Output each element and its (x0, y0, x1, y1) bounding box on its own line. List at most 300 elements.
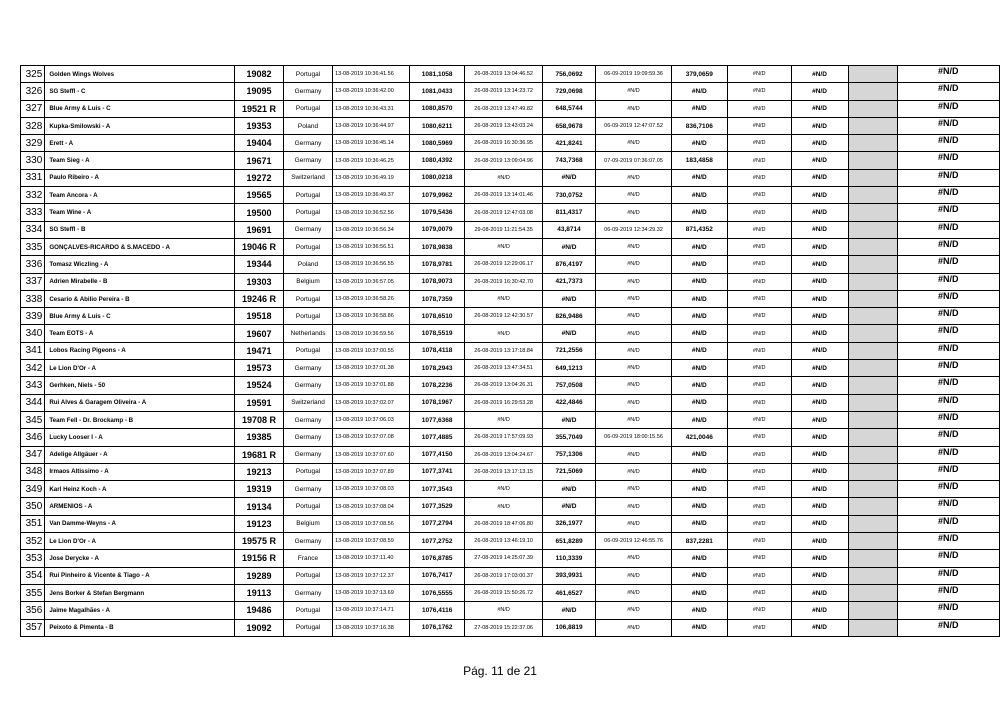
cell-speed-2: 110,3339 (542, 550, 595, 567)
cell-speed-3: #N/D (671, 256, 727, 273)
cell-ring-number: 19518 (235, 308, 284, 325)
cell-speed-2: 326,1977 (542, 515, 595, 532)
cell-speed-1: 1078,6510 (409, 308, 465, 325)
cell-speed-2: 648,5744 (542, 100, 595, 117)
table-row (21, 394, 1000, 411)
cell-country: Germany (283, 360, 332, 377)
cell-basket-time: 13-08-2019 10:36:49.19 (333, 169, 410, 186)
table-row (21, 169, 1000, 186)
cell-total: #N/D (897, 446, 999, 463)
cell-arrival-value-4: #N/D (727, 411, 791, 428)
cell-speed-3: #N/D (671, 238, 727, 255)
cell-country: Germany (283, 152, 332, 169)
table-row (21, 204, 1000, 221)
cell-speed-4: #N/D (791, 221, 848, 238)
cell-speed-1: 1077,3529 (409, 498, 465, 515)
cell-country: Portugal (283, 100, 332, 117)
table-row (21, 256, 1000, 273)
cell-total: #N/D (897, 377, 999, 394)
cell-arrival-time-3: #N/D (596, 481, 672, 498)
cell-arrival-time-2: #N/D (465, 325, 542, 342)
cell-position: 332 (21, 187, 45, 204)
cell-team-name: SG Steffl - B (45, 221, 235, 238)
cell-country: Germany (283, 83, 332, 100)
cell-ring-number: 19134 (235, 498, 284, 515)
cell-arrival-time-2: 26-08-2019 13:04:26.31 (465, 377, 542, 394)
cell-arrival-time-3: #N/D (596, 567, 672, 584)
cell-total: #N/D (897, 273, 999, 290)
cell-team-name: Jaime Magalhães - A (45, 602, 235, 619)
cell-total: #N/D (897, 221, 999, 238)
cell-speed-4: #N/D (791, 342, 848, 359)
cell-arrival-value-4: #N/D (727, 325, 791, 342)
table-row (21, 377, 1000, 394)
cell-shaded-cell (848, 446, 897, 463)
cell-speed-4: #N/D (791, 463, 848, 480)
cell-speed-4: #N/D (791, 83, 848, 100)
cell-speed-2: 421,8241 (542, 135, 595, 152)
cell-speed-3: #N/D (671, 169, 727, 186)
cell-arrival-value-4: #N/D (727, 83, 791, 100)
cell-team-name: Team Sieg - A (45, 152, 235, 169)
cell-speed-2: 729,0698 (542, 83, 595, 100)
cell-speed-1: 1077,2752 (409, 533, 465, 550)
cell-speed-2: 461,6527 (542, 584, 595, 601)
cell-speed-4: #N/D (791, 584, 848, 601)
cell-team-name: ARMENIOS - A (45, 498, 235, 515)
cell-shaded-cell (848, 290, 897, 307)
cell-ring-number: 19095 (235, 83, 284, 100)
cell-speed-4: #N/D (791, 290, 848, 307)
table-row (21, 187, 1000, 204)
table-row (21, 498, 1000, 515)
cell-basket-time: 13-08-2019 10:37:07.89 (333, 463, 410, 480)
cell-speed-3: #N/D (671, 273, 727, 290)
cell-speed-4: #N/D (791, 498, 848, 515)
cell-speed-4: #N/D (791, 550, 848, 567)
cell-position: 346 (21, 429, 45, 446)
cell-basket-time: 13-08-2019 10:37:07.08 (333, 429, 410, 446)
cell-country: Germany (283, 221, 332, 238)
cell-team-name: Gerhken, Niels - 50 (45, 377, 235, 394)
cell-arrival-time-3: #N/D (596, 515, 672, 532)
cell-speed-4: #N/D (791, 619, 848, 636)
cell-country: Netherlands (283, 325, 332, 342)
cell-team-name: Lobos Racing Pigeons - A (45, 342, 235, 359)
cell-speed-2: 721,5069 (542, 463, 595, 480)
cell-total: #N/D (897, 550, 999, 567)
cell-basket-time: 13-08-2019 10:36:46.25 (333, 152, 410, 169)
cell-total: #N/D (897, 238, 999, 255)
cell-total: #N/D (897, 256, 999, 273)
cell-arrival-value-4: #N/D (727, 290, 791, 307)
cell-team-name: Team Ancora - A (45, 187, 235, 204)
cell-team-name: Jens Borker & Stefan Bergmann (45, 584, 235, 601)
cell-speed-4: #N/D (791, 481, 848, 498)
cell-team-name: Team Fell - Dr. Brockamp - B (45, 411, 235, 428)
cell-basket-time: 13-08-2019 10:36:41.56 (333, 66, 410, 83)
cell-arrival-time-2: 26-08-2019 17:03:00.37 (465, 567, 542, 584)
cell-team-name: Lucky Looser I - A (45, 429, 235, 446)
cell-shaded-cell (848, 394, 897, 411)
cell-speed-2: 757,1306 (542, 446, 595, 463)
cell-speed-2: 421,7373 (542, 273, 595, 290)
cell-speed-2: 43,8714 (542, 221, 595, 238)
cell-speed-3: #N/D (671, 411, 727, 428)
cell-arrival-time-3: #N/D (596, 602, 672, 619)
cell-arrival-time-3: #N/D (596, 394, 672, 411)
cell-speed-4: #N/D (791, 533, 848, 550)
cell-speed-4: #N/D (791, 360, 848, 377)
cell-arrival-time-3: 06-09-2019 12:46:55.76 (596, 533, 672, 550)
cell-shaded-cell (848, 567, 897, 584)
cell-arrival-time-2: 26-08-2019 13:14:23.72 (465, 83, 542, 100)
cell-arrival-time-2: 26-08-2019 16:30:42.70 (465, 273, 542, 290)
cell-shaded-cell (848, 100, 897, 117)
cell-ring-number: 19575 R (235, 533, 284, 550)
cell-country: Portugal (283, 498, 332, 515)
cell-ring-number: 19123 (235, 515, 284, 532)
table-row (21, 429, 1000, 446)
cell-ring-number: 19385 (235, 429, 284, 446)
cell-shaded-cell (848, 187, 897, 204)
cell-speed-4: #N/D (791, 567, 848, 584)
cell-arrival-value-4: #N/D (727, 463, 791, 480)
cell-arrival-time-2: 26-08-2019 16:29:53.28 (465, 394, 542, 411)
cell-arrival-time-3: #N/D (596, 446, 672, 463)
cell-ring-number: 19500 (235, 204, 284, 221)
cell-ring-number: 19486 (235, 602, 284, 619)
cell-team-name: Karl Heinz Koch - A (45, 481, 235, 498)
cell-speed-2: 393,9931 (542, 567, 595, 584)
cell-position: 336 (21, 256, 45, 273)
cell-shaded-cell (848, 273, 897, 290)
cell-arrival-time-2: 26-08-2019 13:04:46.52 (465, 66, 542, 83)
cell-arrival-value-4: #N/D (727, 360, 791, 377)
cell-arrival-value-4: #N/D (727, 135, 791, 152)
cell-shaded-cell (848, 83, 897, 100)
cell-arrival-time-2: 27-08-2019 14:25:07.39 (465, 550, 542, 567)
cell-speed-1: 1078,5519 (409, 325, 465, 342)
cell-country: Belgium (283, 515, 332, 532)
cell-basket-time: 13-08-2019 10:37:14.71 (333, 602, 410, 619)
cell-speed-2: #N/D (542, 169, 595, 186)
cell-speed-2: 651,8289 (542, 533, 595, 550)
cell-arrival-time-2: 26-08-2019 13:43:03.24 (465, 117, 542, 134)
cell-speed-3: #N/D (671, 83, 727, 100)
cell-speed-1: 1077,6368 (409, 411, 465, 428)
cell-country: Germany (283, 135, 332, 152)
cell-arrival-time-3: 06-09-2019 12:47:07.52 (596, 117, 672, 134)
cell-ring-number: 19521 R (235, 100, 284, 117)
cell-arrival-time-3: #N/D (596, 463, 672, 480)
cell-basket-time: 13-08-2019 10:36:58.86 (333, 308, 410, 325)
cell-team-name: Le Lion D'Or - A (45, 533, 235, 550)
cell-arrival-value-4: #N/D (727, 187, 791, 204)
cell-arrival-value-4: #N/D (727, 273, 791, 290)
cell-speed-3: #N/D (671, 567, 727, 584)
cell-team-name: Tomasz Wiczling - A (45, 256, 235, 273)
cell-ring-number: 19565 (235, 187, 284, 204)
cell-arrival-time-2: 26-08-2019 12:42:30.57 (465, 308, 542, 325)
cell-position: 334 (21, 221, 45, 238)
table-row (21, 152, 1000, 169)
cell-position: 335 (21, 238, 45, 255)
cell-arrival-time-2: 26-08-2019 17:57:09.93 (465, 429, 542, 446)
table-row (21, 533, 1000, 550)
cell-basket-time: 13-08-2019 10:36:49.37 (333, 187, 410, 204)
cell-arrival-time-3: #N/D (596, 169, 672, 186)
cell-ring-number: 19404 (235, 135, 284, 152)
cell-shaded-cell (848, 152, 897, 169)
cell-speed-2: 106,8819 (542, 619, 595, 636)
cell-total: #N/D (897, 187, 999, 204)
cell-shaded-cell (848, 135, 897, 152)
cell-total: #N/D (897, 619, 999, 636)
cell-arrival-time-3: #N/D (596, 290, 672, 307)
cell-basket-time: 13-08-2019 10:37:06.03 (333, 411, 410, 428)
cell-total: #N/D (897, 342, 999, 359)
cell-ring-number: 19303 (235, 273, 284, 290)
cell-country: Portugal (283, 342, 332, 359)
cell-position: 345 (21, 411, 45, 428)
table-row (21, 481, 1000, 498)
cell-arrival-time-3: #N/D (596, 204, 672, 221)
cell-speed-1: 1080,0218 (409, 169, 465, 186)
cell-speed-1: 1079,5436 (409, 204, 465, 221)
cell-speed-3: #N/D (671, 481, 727, 498)
cell-shaded-cell (848, 238, 897, 255)
cell-shaded-cell (848, 533, 897, 550)
cell-speed-3: #N/D (671, 290, 727, 307)
cell-country: Germany (283, 377, 332, 394)
cell-speed-3: #N/D (671, 308, 727, 325)
cell-team-name: Rui Pinheiro & Vicente & Tiago - A (45, 567, 235, 584)
cell-ring-number: 19319 (235, 481, 284, 498)
cell-arrival-value-4: #N/D (727, 152, 791, 169)
cell-speed-3: #N/D (671, 602, 727, 619)
cell-speed-4: #N/D (791, 325, 848, 342)
cell-arrival-time-3: #N/D (596, 342, 672, 359)
cell-speed-3: #N/D (671, 463, 727, 480)
cell-speed-1: 1077,3741 (409, 463, 465, 480)
cell-position: 337 (21, 273, 45, 290)
cell-speed-4: #N/D (791, 204, 848, 221)
cell-country: Portugal (283, 204, 332, 221)
cell-ring-number: 19246 R (235, 290, 284, 307)
cell-shaded-cell (848, 584, 897, 601)
cell-arrival-time-3: #N/D (596, 83, 672, 100)
cell-team-name: Adelige Allgäuer - A (45, 446, 235, 463)
cell-arrival-time-3: 06-09-2019 18:00:15.56 (596, 429, 672, 446)
cell-arrival-value-4: #N/D (727, 342, 791, 359)
cell-speed-4: #N/D (791, 602, 848, 619)
cell-total: #N/D (897, 83, 999, 100)
cell-arrival-value-4: #N/D (727, 238, 791, 255)
cell-position: 344 (21, 394, 45, 411)
cell-arrival-value-4: #N/D (727, 394, 791, 411)
cell-position: 347 (21, 446, 45, 463)
cell-shaded-cell (848, 515, 897, 532)
cell-speed-2: 811,4317 (542, 204, 595, 221)
cell-arrival-value-4: #N/D (727, 117, 791, 134)
cell-country: Portugal (283, 290, 332, 307)
cell-arrival-value-4: #N/D (727, 533, 791, 550)
cell-team-name: Kupka-Smilowski - A (45, 117, 235, 134)
cell-arrival-time-2: 26-08-2019 13:09:04.96 (465, 152, 542, 169)
cell-speed-1: 1080,6211 (409, 117, 465, 134)
cell-total: #N/D (897, 481, 999, 498)
cell-arrival-time-2: #N/D (465, 411, 542, 428)
cell-arrival-value-4: #N/D (727, 221, 791, 238)
cell-arrival-value-4: #N/D (727, 377, 791, 394)
cell-speed-1: 1081,0433 (409, 83, 465, 100)
cell-speed-4: #N/D (791, 308, 848, 325)
cell-arrival-value-4: #N/D (727, 204, 791, 221)
cell-team-name: Jose Derycke - A (45, 550, 235, 567)
cell-team-name: Le Lion D'Or - A (45, 360, 235, 377)
cell-shaded-cell (848, 169, 897, 186)
cell-arrival-time-3: #N/D (596, 619, 672, 636)
cell-arrival-time-3: #N/D (596, 256, 672, 273)
table-row (21, 602, 1000, 619)
cell-ring-number: 19272 (235, 169, 284, 186)
cell-shaded-cell (848, 342, 897, 359)
cell-total: #N/D (897, 204, 999, 221)
cell-position: 327 (21, 100, 45, 117)
cell-team-name: Erett - A (45, 135, 235, 152)
cell-speed-3: #N/D (671, 377, 727, 394)
cell-arrival-value-4: #N/D (727, 308, 791, 325)
cell-speed-2: 355,7049 (542, 429, 595, 446)
cell-basket-time: 13-08-2019 10:36:42.00 (333, 83, 410, 100)
cell-arrival-time-3: #N/D (596, 325, 672, 342)
cell-country: Germany (283, 533, 332, 550)
cell-speed-2: #N/D (542, 411, 595, 428)
cell-speed-1: 1078,7359 (409, 290, 465, 307)
table-row (21, 273, 1000, 290)
cell-speed-2: #N/D (542, 498, 595, 515)
cell-arrival-time-3: #N/D (596, 308, 672, 325)
cell-position: 329 (21, 135, 45, 152)
cell-speed-1: 1078,9838 (409, 238, 465, 255)
cell-position: 343 (21, 377, 45, 394)
cell-speed-3: #N/D (671, 204, 727, 221)
table-row (21, 342, 1000, 359)
cell-total: #N/D (897, 533, 999, 550)
table-row (21, 567, 1000, 584)
cell-arrival-time-3: #N/D (596, 238, 672, 255)
cell-arrival-time-2: #N/D (465, 238, 542, 255)
cell-arrival-time-2: 26-08-2019 13:46:19.10 (465, 533, 542, 550)
cell-shaded-cell (848, 619, 897, 636)
cell-position: 350 (21, 498, 45, 515)
cell-country: Poland (283, 117, 332, 134)
cell-arrival-time-3: #N/D (596, 135, 672, 152)
cell-country: Poland (283, 256, 332, 273)
table-row (21, 325, 1000, 342)
cell-total: #N/D (897, 290, 999, 307)
cell-position: 339 (21, 308, 45, 325)
cell-ring-number: 19353 (235, 117, 284, 134)
cell-country: Portugal (283, 567, 332, 584)
cell-arrival-time-3: #N/D (596, 411, 672, 428)
cell-speed-1: 1076,8785 (409, 550, 465, 567)
table-row (21, 411, 1000, 428)
cell-team-name: Team EOTS - A (45, 325, 235, 342)
cell-arrival-time-3: #N/D (596, 100, 672, 117)
cell-total: #N/D (897, 567, 999, 584)
table-row (21, 135, 1000, 152)
cell-country: Switzerland (283, 394, 332, 411)
cell-arrival-time-3: #N/D (596, 377, 672, 394)
cell-shaded-cell (848, 498, 897, 515)
cell-speed-4: #N/D (791, 515, 848, 532)
cell-position: 338 (21, 290, 45, 307)
cell-speed-3: #N/D (671, 515, 727, 532)
table-row (21, 550, 1000, 567)
cell-position: 356 (21, 602, 45, 619)
cell-speed-1: 1080,8570 (409, 100, 465, 117)
cell-speed-3: 837,2281 (671, 533, 727, 550)
cell-speed-4: #N/D (791, 187, 848, 204)
cell-speed-4: #N/D (791, 66, 848, 83)
cell-shaded-cell (848, 325, 897, 342)
cell-basket-time: 13-08-2019 10:37:13.69 (333, 584, 410, 601)
cell-arrival-value-4: #N/D (727, 429, 791, 446)
cell-speed-2: 649,1213 (542, 360, 595, 377)
cell-arrival-time-3: #N/D (596, 187, 672, 204)
cell-arrival-time-2: 26-08-2019 13:17:18.84 (465, 342, 542, 359)
cell-basket-time: 13-08-2019 10:36:45.14 (333, 135, 410, 152)
cell-speed-3: #N/D (671, 584, 727, 601)
cell-arrival-time-2: 26-08-2019 13:14:01.46 (465, 187, 542, 204)
cell-speed-1: 1077,4885 (409, 429, 465, 446)
page-footer (0, 664, 1000, 678)
table-row (21, 446, 1000, 463)
cell-basket-time: 13-08-2019 10:37:02.07 (333, 394, 410, 411)
cell-ring-number: 19573 (235, 360, 284, 377)
table-row (21, 117, 1000, 134)
cell-team-name: Paulo Ribeiro - A (45, 169, 235, 186)
cell-speed-1: 1076,1762 (409, 619, 465, 636)
cell-basket-time: 13-08-2019 10:36:58.26 (333, 290, 410, 307)
cell-speed-3: 836,7106 (671, 117, 727, 134)
cell-country: Portugal (283, 187, 332, 204)
cell-arrival-time-3: 06-09-2019 12:34:29.32 (596, 221, 672, 238)
cell-speed-2: 422,4846 (542, 394, 595, 411)
cell-arrival-time-3: #N/D (596, 273, 672, 290)
cell-ring-number: 19691 (235, 221, 284, 238)
cell-speed-2: 756,0692 (542, 66, 595, 83)
cell-speed-3: #N/D (671, 550, 727, 567)
cell-country: France (283, 550, 332, 567)
cell-arrival-time-2: 29-08-2019 11:21:54.35 (465, 221, 542, 238)
cell-basket-time: 13-08-2019 10:37:16.38 (333, 619, 410, 636)
cell-team-name: SG Steffl - C (45, 83, 235, 100)
cell-speed-1: 1076,7417 (409, 567, 465, 584)
cell-arrival-time-2: 26-08-2019 13:47:49.82 (465, 100, 542, 117)
cell-country: Portugal (283, 308, 332, 325)
cell-speed-1: 1076,5555 (409, 584, 465, 601)
cell-team-name: Irmaos Altissimo - A (45, 463, 235, 480)
cell-ring-number: 19082 (235, 66, 284, 83)
cell-position: 326 (21, 83, 45, 100)
cell-speed-3: #N/D (671, 187, 727, 204)
cell-speed-3: 379,0659 (671, 66, 727, 83)
cell-speed-1: 1078,9073 (409, 273, 465, 290)
cell-speed-4: #N/D (791, 135, 848, 152)
